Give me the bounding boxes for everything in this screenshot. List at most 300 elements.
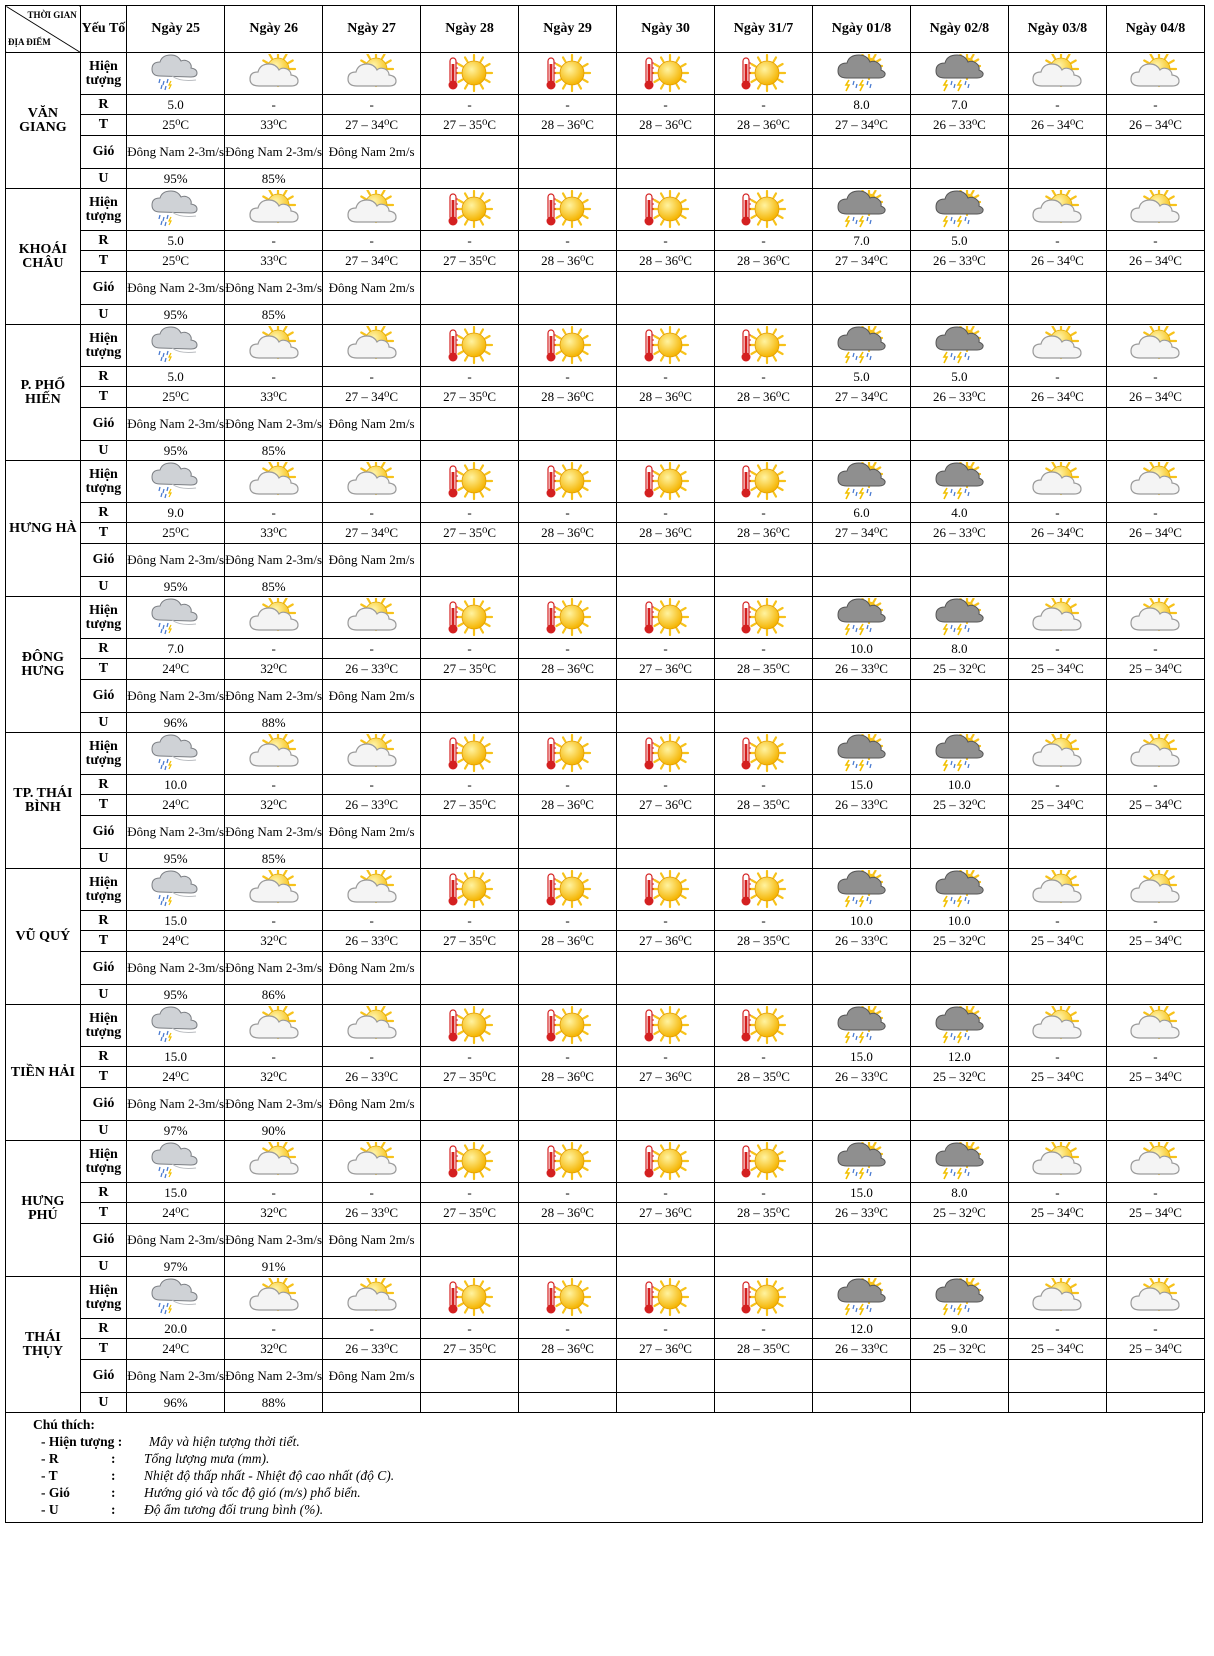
- cloud-rain-icon: [150, 1006, 202, 1046]
- cloud-rain-icon: [150, 190, 202, 230]
- temp-cell: 32⁰C: [225, 795, 323, 816]
- weather-cell: [1106, 461, 1204, 503]
- weather-cell: [421, 325, 519, 367]
- note-item: [41, 1467, 1202, 1484]
- sun-cloud-icon: [1129, 870, 1181, 910]
- weather-cell: [519, 869, 617, 911]
- factor-rain-label: R: [80, 775, 126, 795]
- factor-temp-label: T: [80, 251, 126, 272]
- rain-cell: 10.0: [127, 775, 225, 795]
- wind-cell: [715, 1088, 813, 1121]
- humidity-cell: [715, 441, 813, 461]
- wind-cell: [1008, 816, 1106, 849]
- rain-cell: -: [1106, 231, 1204, 251]
- sun-cloud-icon: [248, 1006, 300, 1046]
- factor-temp-label: T: [80, 387, 126, 408]
- temp-row: [6, 1067, 1205, 1088]
- humidity-cell: [617, 1121, 715, 1141]
- wind-cell: [715, 544, 813, 577]
- wind-cell: [617, 544, 715, 577]
- humidity-row: [6, 1121, 1205, 1141]
- humidity-cell: [323, 1393, 421, 1413]
- hot-sun-icon: [640, 190, 692, 230]
- rain-cell: 15.0: [812, 1047, 910, 1067]
- wind-cell: Đông Nam 2-3m/s: [225, 136, 323, 169]
- cloud-rain-icon: [150, 870, 202, 910]
- rain-cell: 9.0: [910, 1319, 1008, 1339]
- note-colon: :: [111, 1485, 116, 1500]
- hot-sun-icon: [542, 54, 594, 94]
- humidity-cell: [323, 1257, 421, 1277]
- sun-cloud-icon: [1129, 326, 1181, 366]
- hot-sun-icon: [542, 598, 594, 638]
- wind-cell: [617, 952, 715, 985]
- factor-rain-label: R: [80, 1047, 126, 1067]
- wind-row: [6, 952, 1205, 985]
- temp-row: [6, 251, 1205, 272]
- weather-cell: [1008, 1005, 1106, 1047]
- weather-cell: [617, 53, 715, 95]
- humidity-cell: [421, 713, 519, 733]
- weather-cell: [225, 53, 323, 95]
- humidity-cell: 91%: [225, 1257, 323, 1277]
- humidity-cell: 97%: [127, 1121, 225, 1141]
- weather-cell: [617, 189, 715, 231]
- rain-row: [6, 1319, 1205, 1339]
- temp-cell: 27 – 35⁰C: [421, 931, 519, 952]
- weather-cell: [910, 325, 1008, 367]
- temp-cell: 26 – 33⁰C: [910, 523, 1008, 544]
- humidity-cell: 95%: [127, 169, 225, 189]
- humidity-cell: [910, 1393, 1008, 1413]
- location-name: THÁI THỤY: [6, 1277, 81, 1413]
- phenomenon-row: [6, 461, 1205, 503]
- humidity-cell: [617, 305, 715, 325]
- rain-cell: 5.0: [127, 95, 225, 115]
- humidity-cell: 88%: [225, 1393, 323, 1413]
- wind-cell: [519, 1360, 617, 1393]
- sun-cloud-icon: [1031, 462, 1083, 502]
- wind-cell: [715, 408, 813, 441]
- temp-cell: 26 – 34⁰C: [1106, 251, 1204, 272]
- hot-sun-icon: [737, 326, 789, 366]
- humidity-cell: [910, 1121, 1008, 1141]
- humidity-cell: [812, 1393, 910, 1413]
- thunderstorm-icon: [835, 54, 887, 94]
- humidity-cell: 85%: [225, 849, 323, 869]
- humidity-cell: [421, 1257, 519, 1277]
- temp-cell: 27 – 36⁰C: [617, 1339, 715, 1360]
- rain-cell: -: [1106, 639, 1204, 659]
- weather-cell: [225, 325, 323, 367]
- temp-cell: 28 – 36⁰C: [519, 523, 617, 544]
- rain-row: [6, 775, 1205, 795]
- wind-cell: [715, 1224, 813, 1257]
- rain-cell: 7.0: [127, 639, 225, 659]
- rain-cell: -: [421, 1183, 519, 1203]
- rain-cell: -: [1106, 95, 1204, 115]
- sun-cloud-icon: [1031, 1006, 1083, 1046]
- factor-humidity-label: U: [80, 713, 126, 733]
- temp-cell: 27 – 34⁰C: [812, 115, 910, 136]
- wind-cell: [910, 136, 1008, 169]
- rain-cell: -: [421, 95, 519, 115]
- temp-cell: 27 – 34⁰C: [323, 387, 421, 408]
- weather-cell: [715, 53, 813, 95]
- wind-cell: Đông Nam 2-3m/s: [225, 680, 323, 713]
- humidity-cell: [1008, 577, 1106, 597]
- temp-cell: 25 – 34⁰C: [1008, 1067, 1106, 1088]
- temp-cell: 28 – 36⁰C: [519, 251, 617, 272]
- hot-sun-icon: [737, 870, 789, 910]
- humidity-row: [6, 849, 1205, 869]
- rain-cell: -: [519, 1047, 617, 1067]
- weather-cell: [910, 1005, 1008, 1047]
- rain-cell: 5.0: [812, 367, 910, 387]
- rain-cell: -: [617, 1183, 715, 1203]
- thunderstorm-icon: [835, 462, 887, 502]
- rain-cell: 12.0: [910, 1047, 1008, 1067]
- rain-cell: -: [617, 775, 715, 795]
- wind-cell: [1008, 680, 1106, 713]
- day-header: Ngày 25: [127, 6, 225, 53]
- hot-sun-icon: [444, 1142, 496, 1182]
- factor-temp-label: T: [80, 659, 126, 680]
- note-desc: Hướng gió và tốc độ gió (m/s) phổ biến.: [144, 1485, 361, 1500]
- rain-cell: 5.0: [127, 367, 225, 387]
- rain-cell: 10.0: [812, 911, 910, 931]
- weather-cell: [421, 869, 519, 911]
- location-name: TP. THÁI BÌNH: [6, 733, 81, 869]
- humidity-cell: [617, 1393, 715, 1413]
- temp-cell: 25 – 34⁰C: [1106, 1339, 1204, 1360]
- wind-row: [6, 544, 1205, 577]
- temp-cell: 26 – 33⁰C: [812, 659, 910, 680]
- humidity-cell: [519, 713, 617, 733]
- temp-cell: 25 – 34⁰C: [1008, 795, 1106, 816]
- humidity-cell: [617, 169, 715, 189]
- rain-cell: -: [225, 911, 323, 931]
- temp-cell: 28 – 36⁰C: [519, 931, 617, 952]
- rain-cell: 12.0: [812, 1319, 910, 1339]
- humidity-row: [6, 1257, 1205, 1277]
- temp-cell: 27 – 36⁰C: [617, 1203, 715, 1224]
- rain-cell: -: [617, 231, 715, 251]
- humidity-cell: [421, 985, 519, 1005]
- weather-cell: [617, 869, 715, 911]
- temp-cell: 28 – 36⁰C: [715, 523, 813, 544]
- factor-temp-label: T: [80, 523, 126, 544]
- humidity-cell: [812, 1121, 910, 1141]
- temp-cell: 26 – 33⁰C: [323, 1339, 421, 1360]
- weather-cell: [1106, 869, 1204, 911]
- wind-cell: [617, 816, 715, 849]
- rain-cell: -: [421, 1047, 519, 1067]
- temp-cell: 28 – 36⁰C: [519, 659, 617, 680]
- humidity-cell: [910, 441, 1008, 461]
- humidity-cell: [421, 305, 519, 325]
- factor-wind-label: Gió: [80, 272, 126, 305]
- temp-cell: 25⁰C: [127, 387, 225, 408]
- weather-cell: [617, 597, 715, 639]
- rain-cell: -: [1106, 1047, 1204, 1067]
- rain-cell: -: [715, 95, 813, 115]
- temp-cell: 28 – 35⁰C: [715, 1339, 813, 1360]
- note-item: [41, 1450, 1202, 1467]
- cloud-rain-icon: [150, 1278, 202, 1318]
- temp-cell: 32⁰C: [225, 659, 323, 680]
- note-key: - U: [41, 1502, 59, 1517]
- factor-humidity-label: U: [80, 577, 126, 597]
- wind-row: [6, 1088, 1205, 1121]
- hot-sun-icon: [444, 734, 496, 774]
- weather-cell: [715, 461, 813, 503]
- weather-cell: [715, 869, 813, 911]
- humidity-cell: [421, 577, 519, 597]
- weather-cell: [715, 597, 813, 639]
- rain-cell: -: [1008, 775, 1106, 795]
- humidity-cell: [1008, 1393, 1106, 1413]
- hot-sun-icon: [640, 734, 692, 774]
- wind-cell: [421, 680, 519, 713]
- factor-header: Yếu Tố: [80, 6, 126, 53]
- humidity-cell: [1008, 1257, 1106, 1277]
- weather-cell: [127, 597, 225, 639]
- cloud-rain-icon: [150, 1142, 202, 1182]
- rain-cell: -: [1106, 503, 1204, 523]
- sun-cloud-icon: [1129, 734, 1181, 774]
- forecast-document: [5, 5, 1205, 1523]
- humidity-cell: [421, 1393, 519, 1413]
- wind-cell: Đông Nam 2-3m/s: [225, 272, 323, 305]
- sun-cloud-icon: [1031, 598, 1083, 638]
- rain-cell: 8.0: [812, 95, 910, 115]
- weather-cell: [715, 1277, 813, 1319]
- thunderstorm-icon: [835, 1006, 887, 1046]
- wind-row: [6, 1224, 1205, 1257]
- weather-cell: [323, 869, 421, 911]
- note-item: [41, 1433, 1202, 1450]
- temp-cell: 25⁰C: [127, 115, 225, 136]
- temp-cell: 25 – 34⁰C: [1106, 1203, 1204, 1224]
- notes-list: [6, 1433, 1202, 1518]
- wind-cell: [1106, 272, 1204, 305]
- factor-wind-label: Gió: [80, 1088, 126, 1121]
- phenomenon-row: [6, 189, 1205, 231]
- rain-cell: 6.0: [812, 503, 910, 523]
- humidity-cell: [1106, 577, 1204, 597]
- humidity-cell: [323, 849, 421, 869]
- sun-cloud-icon: [248, 870, 300, 910]
- wind-cell: Đông Nam 2-3m/s: [225, 1224, 323, 1257]
- rain-cell: 5.0: [910, 231, 1008, 251]
- temp-row: [6, 659, 1205, 680]
- sun-cloud-icon: [346, 190, 398, 230]
- factor-humidity-label: U: [80, 169, 126, 189]
- weather-cell: [1008, 597, 1106, 639]
- day-header: Ngày 26: [225, 6, 323, 53]
- rain-cell: 20.0: [127, 1319, 225, 1339]
- humidity-cell: [617, 985, 715, 1005]
- humidity-cell: [519, 441, 617, 461]
- temp-cell: 32⁰C: [225, 931, 323, 952]
- sun-cloud-icon: [1129, 54, 1181, 94]
- factor-humidity-label: U: [80, 1393, 126, 1413]
- factor-humidity-label: U: [80, 849, 126, 869]
- humidity-cell: [910, 985, 1008, 1005]
- wind-cell: [1008, 952, 1106, 985]
- wind-cell: Đông Nam 2m/s: [323, 680, 421, 713]
- temp-row: [6, 1339, 1205, 1360]
- temp-cell: 28 – 36⁰C: [715, 251, 813, 272]
- thunderstorm-icon: [835, 870, 887, 910]
- weather-cell: [1008, 1277, 1106, 1319]
- weather-cell: [323, 1005, 421, 1047]
- temp-cell: 25⁰C: [127, 523, 225, 544]
- wind-cell: [617, 1360, 715, 1393]
- factor-humidity-label: U: [80, 441, 126, 461]
- temp-cell: 26 – 34⁰C: [1008, 523, 1106, 544]
- humidity-cell: 90%: [225, 1121, 323, 1141]
- humidity-cell: [1106, 441, 1204, 461]
- temp-cell: 25⁰C: [127, 251, 225, 272]
- rain-row: [6, 95, 1205, 115]
- weather-cell: [812, 325, 910, 367]
- temp-cell: 27 – 35⁰C: [421, 115, 519, 136]
- sun-cloud-icon: [248, 54, 300, 94]
- humidity-cell: [715, 713, 813, 733]
- wind-cell: Đông Nam 2-3m/s: [127, 408, 225, 441]
- wind-cell: Đông Nam 2-3m/s: [225, 544, 323, 577]
- temp-cell: 27 – 36⁰C: [617, 659, 715, 680]
- rain-cell: 5.0: [910, 367, 1008, 387]
- sun-cloud-icon: [346, 1142, 398, 1182]
- temp-cell: 28 – 36⁰C: [617, 115, 715, 136]
- weather-cell: [421, 597, 519, 639]
- weather-cell: [127, 1277, 225, 1319]
- factor-phenomenon-label: Hiện tượng: [80, 189, 126, 231]
- wind-cell: Đông Nam 2-3m/s: [225, 408, 323, 441]
- weather-cell: [910, 869, 1008, 911]
- humidity-cell: [421, 169, 519, 189]
- weather-cell: [812, 53, 910, 95]
- weather-cell: [617, 1277, 715, 1319]
- cloud-rain-icon: [150, 462, 202, 502]
- rain-cell: -: [617, 639, 715, 659]
- factor-wind-label: Gió: [80, 1224, 126, 1257]
- wind-cell: [617, 1088, 715, 1121]
- wind-cell: [812, 272, 910, 305]
- factor-rain-label: R: [80, 503, 126, 523]
- rain-cell: 10.0: [910, 911, 1008, 931]
- weather-cell: [812, 1005, 910, 1047]
- factor-rain-label: R: [80, 1319, 126, 1339]
- wind-cell: [1008, 1360, 1106, 1393]
- wind-cell: [812, 544, 910, 577]
- wind-cell: [910, 816, 1008, 849]
- rain-cell: -: [1106, 367, 1204, 387]
- weather-cell: [715, 1005, 813, 1047]
- legend-notes: [5, 1413, 1203, 1523]
- factor-phenomenon-label: Hiện tượng: [80, 1277, 126, 1319]
- sun-cloud-icon: [346, 462, 398, 502]
- rain-cell: -: [225, 1183, 323, 1203]
- weather-cell: [1008, 461, 1106, 503]
- factor-humidity-label: U: [80, 985, 126, 1005]
- location-name: VĂN GIANG: [6, 53, 81, 189]
- hot-sun-icon: [444, 1278, 496, 1318]
- temp-row: [6, 1203, 1205, 1224]
- hot-sun-icon: [640, 54, 692, 94]
- wind-cell: Đông Nam 2-3m/s: [127, 952, 225, 985]
- temp-cell: 33⁰C: [225, 523, 323, 544]
- humidity-cell: [1008, 441, 1106, 461]
- weather-cell: [1106, 733, 1204, 775]
- humidity-cell: 97%: [127, 1257, 225, 1277]
- humidity-cell: [910, 849, 1008, 869]
- humidity-cell: [812, 1257, 910, 1277]
- hot-sun-icon: [542, 462, 594, 502]
- weather-cell: [1106, 1141, 1204, 1183]
- hot-sun-icon: [444, 462, 496, 502]
- weather-cell: [1008, 189, 1106, 231]
- rain-cell: -: [421, 775, 519, 795]
- temp-cell: 33⁰C: [225, 387, 323, 408]
- rain-cell: -: [519, 367, 617, 387]
- rain-cell: -: [1008, 639, 1106, 659]
- factor-wind-label: Gió: [80, 816, 126, 849]
- wind-cell: [1008, 1224, 1106, 1257]
- day-header: Ngày 31/7: [715, 6, 813, 53]
- temp-cell: 25 – 34⁰C: [1106, 659, 1204, 680]
- hot-sun-icon: [444, 54, 496, 94]
- humidity-cell: [910, 577, 1008, 597]
- temp-cell: 27 – 34⁰C: [323, 251, 421, 272]
- rain-cell: -: [1106, 775, 1204, 795]
- humidity-cell: [1106, 1121, 1204, 1141]
- location-name: TIỀN HẢI: [6, 1005, 81, 1141]
- weather-cell: [127, 869, 225, 911]
- day-header: Ngày 01/8: [812, 6, 910, 53]
- thunderstorm-icon: [933, 1006, 985, 1046]
- weather-cell: [715, 733, 813, 775]
- humidity-cell: 85%: [225, 441, 323, 461]
- sun-cloud-icon: [248, 598, 300, 638]
- hot-sun-icon: [737, 1278, 789, 1318]
- weather-cell: [421, 189, 519, 231]
- rain-cell: -: [715, 367, 813, 387]
- weather-cell: [421, 733, 519, 775]
- note-desc: Nhiệt độ thấp nhất - Nhiệt độ cao nhất (độ C).: [144, 1468, 395, 1483]
- humidity-cell: [812, 169, 910, 189]
- humidity-cell: [421, 1121, 519, 1141]
- wind-cell: [617, 408, 715, 441]
- temp-cell: 27 – 35⁰C: [421, 1067, 519, 1088]
- rain-cell: -: [1008, 911, 1106, 931]
- temp-cell: 26 – 34⁰C: [1008, 115, 1106, 136]
- wind-row: [6, 1360, 1205, 1393]
- sun-cloud-icon: [248, 1142, 300, 1182]
- sun-cloud-icon: [1031, 54, 1083, 94]
- rain-cell: -: [1008, 1319, 1106, 1339]
- factor-phenomenon-label: Hiện tượng: [80, 325, 126, 367]
- humidity-cell: [1008, 985, 1106, 1005]
- thunderstorm-icon: [835, 598, 887, 638]
- factor-rain-label: R: [80, 1183, 126, 1203]
- wind-cell: [1106, 680, 1204, 713]
- temp-cell: 25 – 34⁰C: [1008, 1203, 1106, 1224]
- wind-cell: [421, 952, 519, 985]
